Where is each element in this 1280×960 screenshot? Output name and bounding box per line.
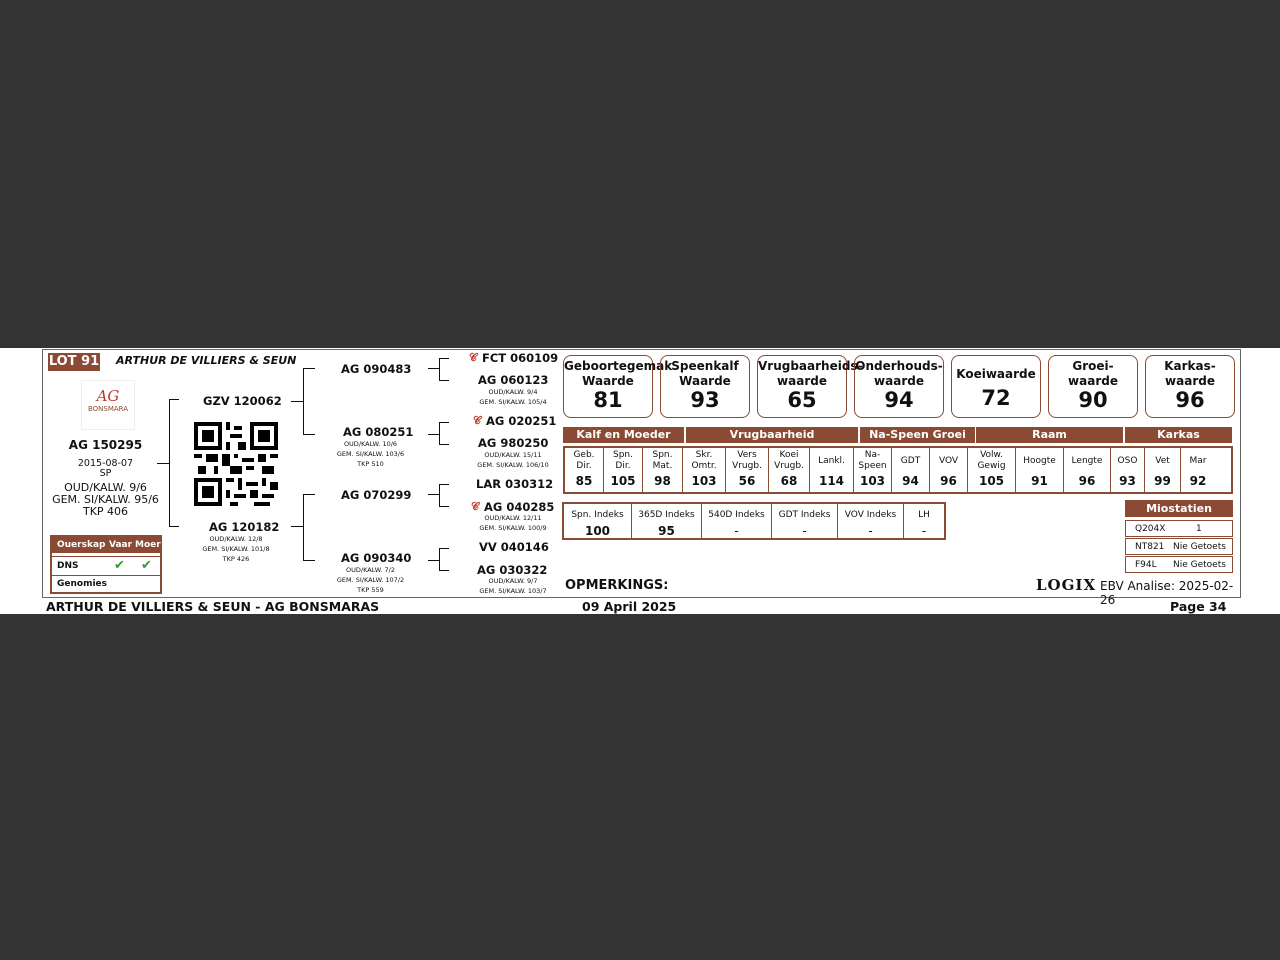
animal-id: AG 150295 xyxy=(68,438,143,452)
trait-label xyxy=(613,450,633,472)
trait-label-line: Hoogte xyxy=(1023,455,1056,466)
trait-label-line: Mat. xyxy=(652,461,673,471)
value-box-label: waarde xyxy=(1165,374,1215,388)
dam-tkp: TKP 426 xyxy=(222,555,250,563)
group-header: Na-Speen Groei xyxy=(860,427,975,443)
trait-label xyxy=(691,450,716,472)
value-box-label: Vrugbaarheids- xyxy=(758,359,863,373)
trait-cell xyxy=(1111,448,1145,492)
trait-value: 93 xyxy=(1119,474,1136,488)
trait-value: 91 xyxy=(1031,474,1048,488)
value-box-value: 93 xyxy=(690,388,720,412)
index-cell xyxy=(772,504,838,538)
ggp-4-oud: OUD/KALW. 15/11 xyxy=(484,451,542,459)
trait-label-line: VOV xyxy=(938,455,959,466)
value-box-label: Karkas- xyxy=(1164,359,1216,373)
trait-label xyxy=(774,450,804,472)
trait-label-line: Omtr. xyxy=(691,461,717,471)
ebv-date: EBV Analise: 2025-02-26 xyxy=(1100,579,1234,607)
animal-sex: SP xyxy=(99,468,112,479)
ggp-6-oud: OUD/KALW. 12/11 xyxy=(484,514,542,522)
ggp-8-oud: OUD/KALW. 9/7 xyxy=(488,577,538,585)
value-box-value: 81 xyxy=(593,388,623,412)
trait-label xyxy=(1023,456,1056,467)
breeder-name: ARTHUR DE VILLIERS & SEUN xyxy=(116,354,297,367)
value-box xyxy=(951,355,1041,418)
value-box-label: waarde xyxy=(777,374,827,388)
trait-label xyxy=(939,456,958,467)
trait-label-line: Skr. xyxy=(695,450,713,460)
index-label: Spn. Indeks xyxy=(571,509,624,520)
trait-cell xyxy=(726,448,769,492)
trait-label-line: OSO xyxy=(1117,455,1138,466)
miostatien-row xyxy=(1125,538,1233,555)
value-box xyxy=(854,355,944,418)
sire-mark-icon: 𝒞 xyxy=(469,351,478,364)
ggp-2: AG 060123 xyxy=(478,373,549,387)
trait-label xyxy=(1190,456,1207,467)
trait-label-line: Na- xyxy=(864,450,881,460)
value-box-label: Koeiwaarde xyxy=(956,367,1036,381)
trait-label-line: Koei xyxy=(779,450,799,460)
ownership-moer-label: Moer xyxy=(135,540,161,550)
trait-cell xyxy=(1181,448,1215,492)
animal-tkp: TKP 406 xyxy=(82,505,129,518)
trait-value: 56 xyxy=(738,474,756,488)
group-header: Karkas xyxy=(1125,427,1232,443)
granddam-sire-side: AG 080251 xyxy=(343,425,414,439)
trait-label xyxy=(818,456,845,467)
trait-cell xyxy=(565,448,604,492)
index-label: 540D Indeks xyxy=(708,509,765,520)
animal-gem: GEM. SI/KALW. 95/6 xyxy=(52,493,159,506)
ownership-vaar-label: Vaar xyxy=(109,540,133,550)
logix-logo: LOGIX xyxy=(1036,576,1097,594)
trait-cell xyxy=(683,448,726,492)
trait-value: 85 xyxy=(575,474,593,488)
check-icon: ✔ xyxy=(114,558,125,573)
trait-label-line: Spn. xyxy=(613,450,633,460)
index-cell xyxy=(564,504,632,538)
trait-value: 68 xyxy=(780,474,798,488)
trait-grid xyxy=(563,446,1233,494)
value-box-label: Waarde xyxy=(679,374,731,388)
trait-label-line: Vrugb. xyxy=(774,461,804,471)
ownership-header xyxy=(52,537,160,553)
trait-value: 103 xyxy=(859,474,886,488)
trait-cell xyxy=(1145,448,1181,492)
trait-label-line: Geb. xyxy=(573,450,595,460)
ownership-header-label: Ouerskap xyxy=(57,540,106,550)
index-value: - xyxy=(868,524,873,538)
ggp-2-oud: OUD/KALW. 9/4 xyxy=(488,388,538,396)
miostatien-header: Miostatien xyxy=(1125,500,1233,517)
index-label: 365D Indeks xyxy=(638,509,695,520)
catalogue-page xyxy=(0,348,1280,614)
miostatien-value: Nie Getoets xyxy=(1173,542,1226,552)
trait-label xyxy=(1072,456,1103,467)
value-box-value: 65 xyxy=(787,388,817,412)
ggp-8: AG 030322 xyxy=(477,563,548,577)
ggp-7: VV 040146 xyxy=(479,540,549,554)
index-label: GDT Indeks xyxy=(778,509,831,520)
ggp-5: LAR 030312 xyxy=(476,477,554,491)
index-grid xyxy=(562,502,946,540)
index-value: - xyxy=(802,524,807,538)
animal-oud: OUD/KALW. 9/6 xyxy=(64,481,147,494)
granddam-dam-side-gem: GEM. SI/KALW. 107/2 xyxy=(336,576,405,584)
value-box-label: Onderhouds- xyxy=(855,359,943,373)
logo-mark: AG xyxy=(96,387,120,405)
granddam-sire-side-gem: GEM. SI/KALW. 103/6 xyxy=(336,450,405,458)
trait-label-line: Dir. xyxy=(576,461,592,471)
footer-page: Page 34 xyxy=(1170,599,1227,614)
value-box-label: waarde xyxy=(874,374,924,388)
trait-label-line: Lengte xyxy=(1071,455,1103,466)
index-cell xyxy=(904,504,944,538)
miostatien-value: Nie Getoets xyxy=(1173,560,1226,570)
trait-label-line: Volw. xyxy=(980,450,1003,460)
trait-cell xyxy=(854,448,892,492)
trait-value: 114 xyxy=(818,474,845,488)
miostatien-value: 1 xyxy=(1196,524,1202,534)
dam-oud: OUD/KALW. 12/8 xyxy=(209,535,263,543)
lot-badge: LOT 91 xyxy=(48,354,100,369)
index-cell xyxy=(632,504,702,538)
miostatien-key: Q204X xyxy=(1135,524,1166,534)
trait-label-line: GDT xyxy=(900,455,921,466)
index-value: - xyxy=(921,524,927,538)
sire-mark-icon: 𝒞 xyxy=(473,414,482,427)
trait-label xyxy=(1118,456,1138,467)
trait-value: 96 xyxy=(940,474,957,488)
trait-label xyxy=(732,450,762,472)
trait-label xyxy=(858,450,886,472)
ownership-table xyxy=(50,535,162,594)
trait-value: 105 xyxy=(978,474,1005,488)
miostatien-key: NT821 xyxy=(1135,542,1165,552)
miostatien-key: F94L xyxy=(1135,560,1157,570)
trait-label-line: Vers xyxy=(737,450,757,460)
sire-id: GZV 120062 xyxy=(203,394,282,408)
trait-value: 94 xyxy=(902,474,919,488)
index-cell xyxy=(838,504,904,538)
index-label: VOV Indeks xyxy=(844,509,897,520)
trait-label xyxy=(573,450,594,472)
value-box-value: 94 xyxy=(884,388,914,412)
index-value: - xyxy=(734,524,739,538)
trait-cell xyxy=(1064,448,1111,492)
trait-value: 96 xyxy=(1078,474,1096,488)
value-box-label: Geboortegemak xyxy=(564,359,673,373)
value-box xyxy=(563,355,673,418)
trait-label xyxy=(653,450,673,472)
sire-mark-icon: 𝒞 xyxy=(471,500,480,513)
trait-cell xyxy=(643,448,683,492)
granddam-sire-side-tkp: TKP 510 xyxy=(357,460,384,468)
ownership-row-label: Genomies xyxy=(57,579,108,589)
trait-label-line: Gewig xyxy=(977,461,1006,471)
value-box-label: Speenkalf xyxy=(671,359,739,373)
value-box-label: Waarde xyxy=(582,374,634,388)
ggp-4: AG 980250 xyxy=(478,436,549,450)
footer-date: 09 April 2025 xyxy=(582,599,677,614)
footer-breeder: ARTHUR DE VILLIERS & SEUN - AG BONSMARAS xyxy=(46,599,380,614)
trait-label xyxy=(1155,456,1170,467)
remarks-label: OPMERKINGS: xyxy=(565,578,669,593)
value-box-label: waarde xyxy=(1068,374,1118,388)
grandsire-dam-side: AG 070299 xyxy=(341,488,412,502)
value-box-value: 96 xyxy=(1175,388,1205,412)
value-box xyxy=(757,355,863,418)
index-label: LH xyxy=(918,509,930,520)
trait-label xyxy=(977,450,1005,472)
trait-label-line: Speen xyxy=(858,461,887,471)
trait-label-line: Vet xyxy=(1155,455,1170,466)
ggp-6-gem: GEM. SI/KALW. 100/9 xyxy=(479,524,547,532)
ggp-1: FCT 060109 xyxy=(482,351,559,365)
check-icon: ✔ xyxy=(141,558,152,573)
trait-cell xyxy=(810,448,854,492)
trait-label-line: Spn. xyxy=(652,450,673,460)
granddam-dam-side: AG 090340 xyxy=(341,551,412,565)
ownership-row-dns xyxy=(52,556,160,576)
dam-id: AG 120182 xyxy=(209,520,280,534)
index-value: 100 xyxy=(584,524,611,538)
miostatien-row xyxy=(1125,520,1233,537)
dam-gem: GEM. SI/KALW. 101/8 xyxy=(202,545,270,553)
ggp-2-gem: GEM. SI/KALW. 105/4 xyxy=(479,398,547,406)
value-box xyxy=(660,355,750,418)
trait-value: 92 xyxy=(1189,474,1207,488)
granddam-dam-side-oud: OUD/KALW. 7/2 xyxy=(346,566,395,574)
trait-label xyxy=(901,456,920,467)
logo-text: BONSMARA xyxy=(87,405,129,413)
qr-code[interactable] xyxy=(194,422,278,506)
group-header: Kalf en Moeder xyxy=(563,427,684,443)
ggp-8-gem: GEM. SI/KALW. 103/7 xyxy=(479,587,547,595)
trait-label-line: Lankl. xyxy=(818,455,845,466)
group-header: Vrugbaarheid xyxy=(686,427,858,443)
ggp-3: AG 020251 xyxy=(486,414,557,428)
index-cell xyxy=(702,504,772,538)
trait-cell xyxy=(769,448,810,492)
trait-value: 105 xyxy=(610,474,636,488)
trait-value: 99 xyxy=(1154,474,1171,488)
grandsire-sire-side: AG 090483 xyxy=(341,362,412,376)
trait-cell xyxy=(1016,448,1064,492)
trait-value: 103 xyxy=(691,474,717,488)
ownership-row-genomics xyxy=(52,576,160,593)
value-box-value: 72 xyxy=(981,386,1011,410)
bonsmara-logo xyxy=(81,380,135,430)
trait-label-line: Mar xyxy=(1189,455,1207,466)
value-box-value: 90 xyxy=(1078,388,1108,412)
trait-cell xyxy=(968,448,1016,492)
ggp-4-gem: GEM. SI/KALW. 106/10 xyxy=(477,461,549,469)
ownership-row-label: DNS xyxy=(57,561,79,571)
trait-cell xyxy=(892,448,930,492)
ggp-6: AG 040285 xyxy=(484,500,555,514)
value-box xyxy=(1145,355,1235,418)
trait-cell xyxy=(930,448,968,492)
value-box-label: Groei- xyxy=(1072,359,1114,373)
trait-cell xyxy=(604,448,643,492)
miostatien-row xyxy=(1125,556,1233,573)
trait-label-line: Dir. xyxy=(615,461,631,471)
trait-value: 98 xyxy=(654,474,671,488)
group-header: Raam xyxy=(976,427,1123,443)
index-value: 95 xyxy=(658,524,675,538)
trait-label-line: Vrugb. xyxy=(732,461,762,471)
value-box xyxy=(1048,355,1138,418)
granddam-sire-side-oud: OUD/KALW. 10/6 xyxy=(343,440,398,448)
animal-dob: 2015-08-07 xyxy=(77,458,134,469)
granddam-dam-side-tkp: TKP 559 xyxy=(357,586,384,594)
